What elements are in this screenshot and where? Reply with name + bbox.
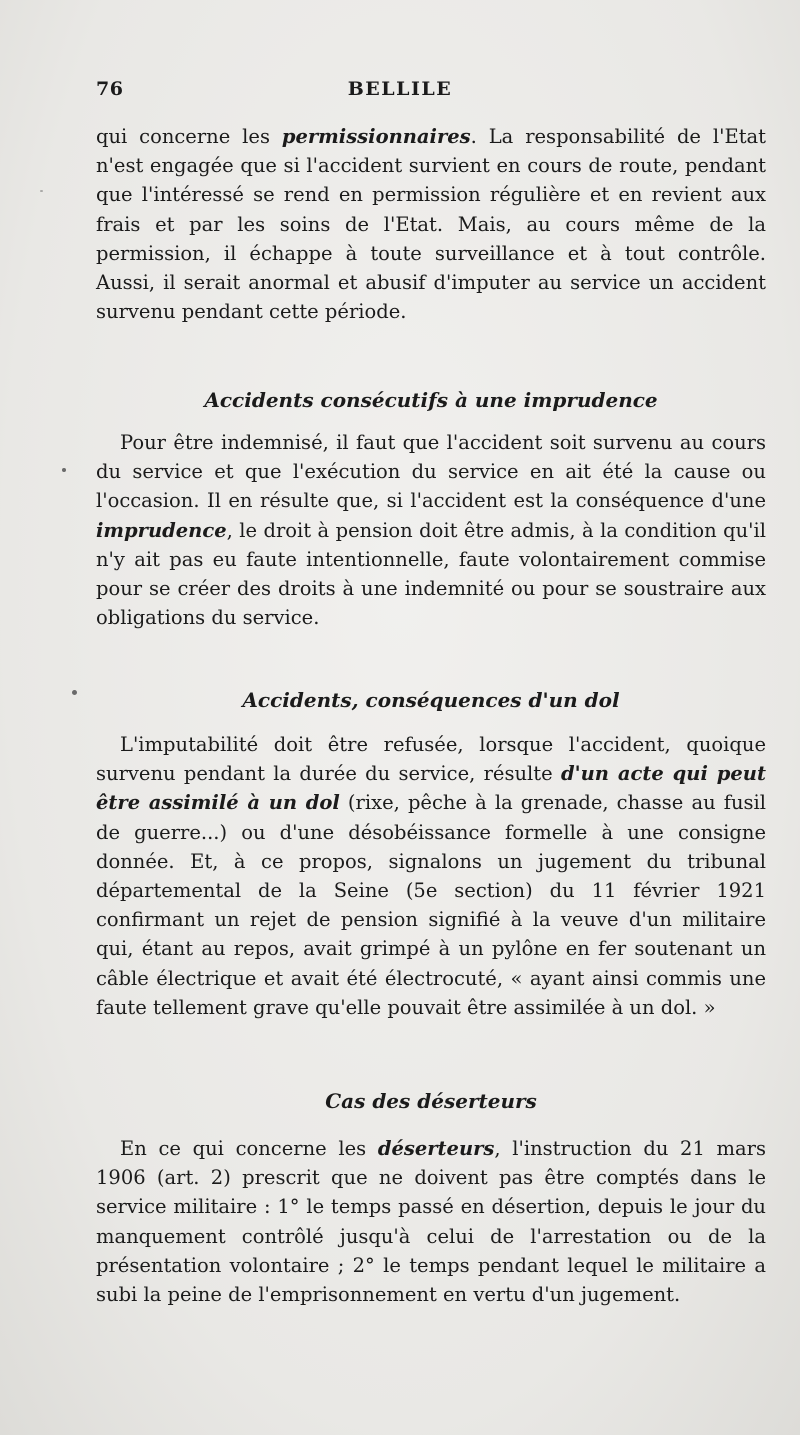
emphasis: imprudence bbox=[96, 518, 227, 542]
paragraph-permissionnaires bbox=[96, 122, 766, 326]
section-heading bbox=[96, 686, 766, 714]
emphasis: d'un acte qui peut être assimilé à un dol bbox=[96, 762, 766, 815]
emphasis: permissionnaires bbox=[281, 125, 471, 148]
paragraph-text: L'imputabilité doit être refusée, lorsque l'accident, quoique survenu pendant la durée du service, résulte bbox=[96, 733, 766, 786]
section-heading: Accidents consécutifs à une imprudence bbox=[204, 388, 658, 412]
paper-speck bbox=[40, 190, 43, 192]
paragraph-text: En ce qui concerne les bbox=[120, 1137, 378, 1160]
paragraph-text: , le droit à pension doit être admis, à la condition qu'il n'y ait pas eu faute intentionnelle, faute volontairement commise pour se créer des droits à une indemnité ou pour se soustraire aux obligations du service. bbox=[96, 518, 766, 630]
paragraph-text: Pour être indemnisé, il faut que l'accident soit survenu au cours du service et que l'exécution du service en ait été la cause ou l'occasion. Il en résulte que, si l'accident est la conséquence d'une bbox=[96, 431, 766, 513]
page-number: 76 bbox=[96, 78, 124, 100]
paragraph-dol bbox=[96, 730, 766, 1022]
heading-part: Accidents bbox=[242, 688, 352, 712]
running-title: BELLILE bbox=[347, 78, 453, 100]
paragraph-text: , l'instruction du 21 mars 1906 (art. 2) prescrit que ne doivent pas être comptés dans le service militaire : 1° le temps passé en désertion, depuis le jour du manquement contrôlé jusqu'à celui de l'arrestation ou de la présentation volontaire ; 2° le temps pendant lequel le militaire a subi la peine de l'emprisonnement en vertu d'un jugement. bbox=[96, 1137, 766, 1307]
paragraph-text: . La responsabilité de l'Etat n'est engagée que si l'accident survient en cours de route, pendant que l'intéressé se rend en permission régulière et en revient aux frais et par les soins de l'Etat. Mais, au cours même de la permission, il échappe à toute surveillance et à tout contrôle. Aussi, il serait anormal et abusif d'imputer au service un accident survenu pendant cette période. bbox=[96, 125, 766, 324]
emphasis: déserteurs bbox=[377, 1137, 495, 1160]
heading-part: , conséquences d'un dol bbox=[351, 688, 620, 712]
paper-speck bbox=[62, 468, 66, 472]
section-heading: Cas des déserteurs bbox=[325, 1089, 537, 1113]
paragraph-text: (rixe, pêche à la grenade, chasse au fusil de guerre...) ou d'une désobéissance formelle à une consigne donnée. Et, à ce propos, signalons un jugement du tribunal départemental de la Seine (5e section) du 11 février 1921 confirmant un rejet de pension signifié à la veuve d'un militaire qui, étant au repos, avait grimpé à un pylône en fer soutenant un câble électrique et avait été électrocuté, « ayant ainsi commis une faute tellement grave qu'elle pouvait être assimilée à un dol. » bbox=[96, 791, 766, 1019]
paragraph-text: qui concerne les bbox=[96, 125, 282, 148]
page-header bbox=[96, 78, 704, 108]
paper-speck bbox=[72, 690, 77, 695]
paragraph-imprudence bbox=[96, 428, 766, 632]
paragraph-deserteurs bbox=[96, 1134, 766, 1309]
